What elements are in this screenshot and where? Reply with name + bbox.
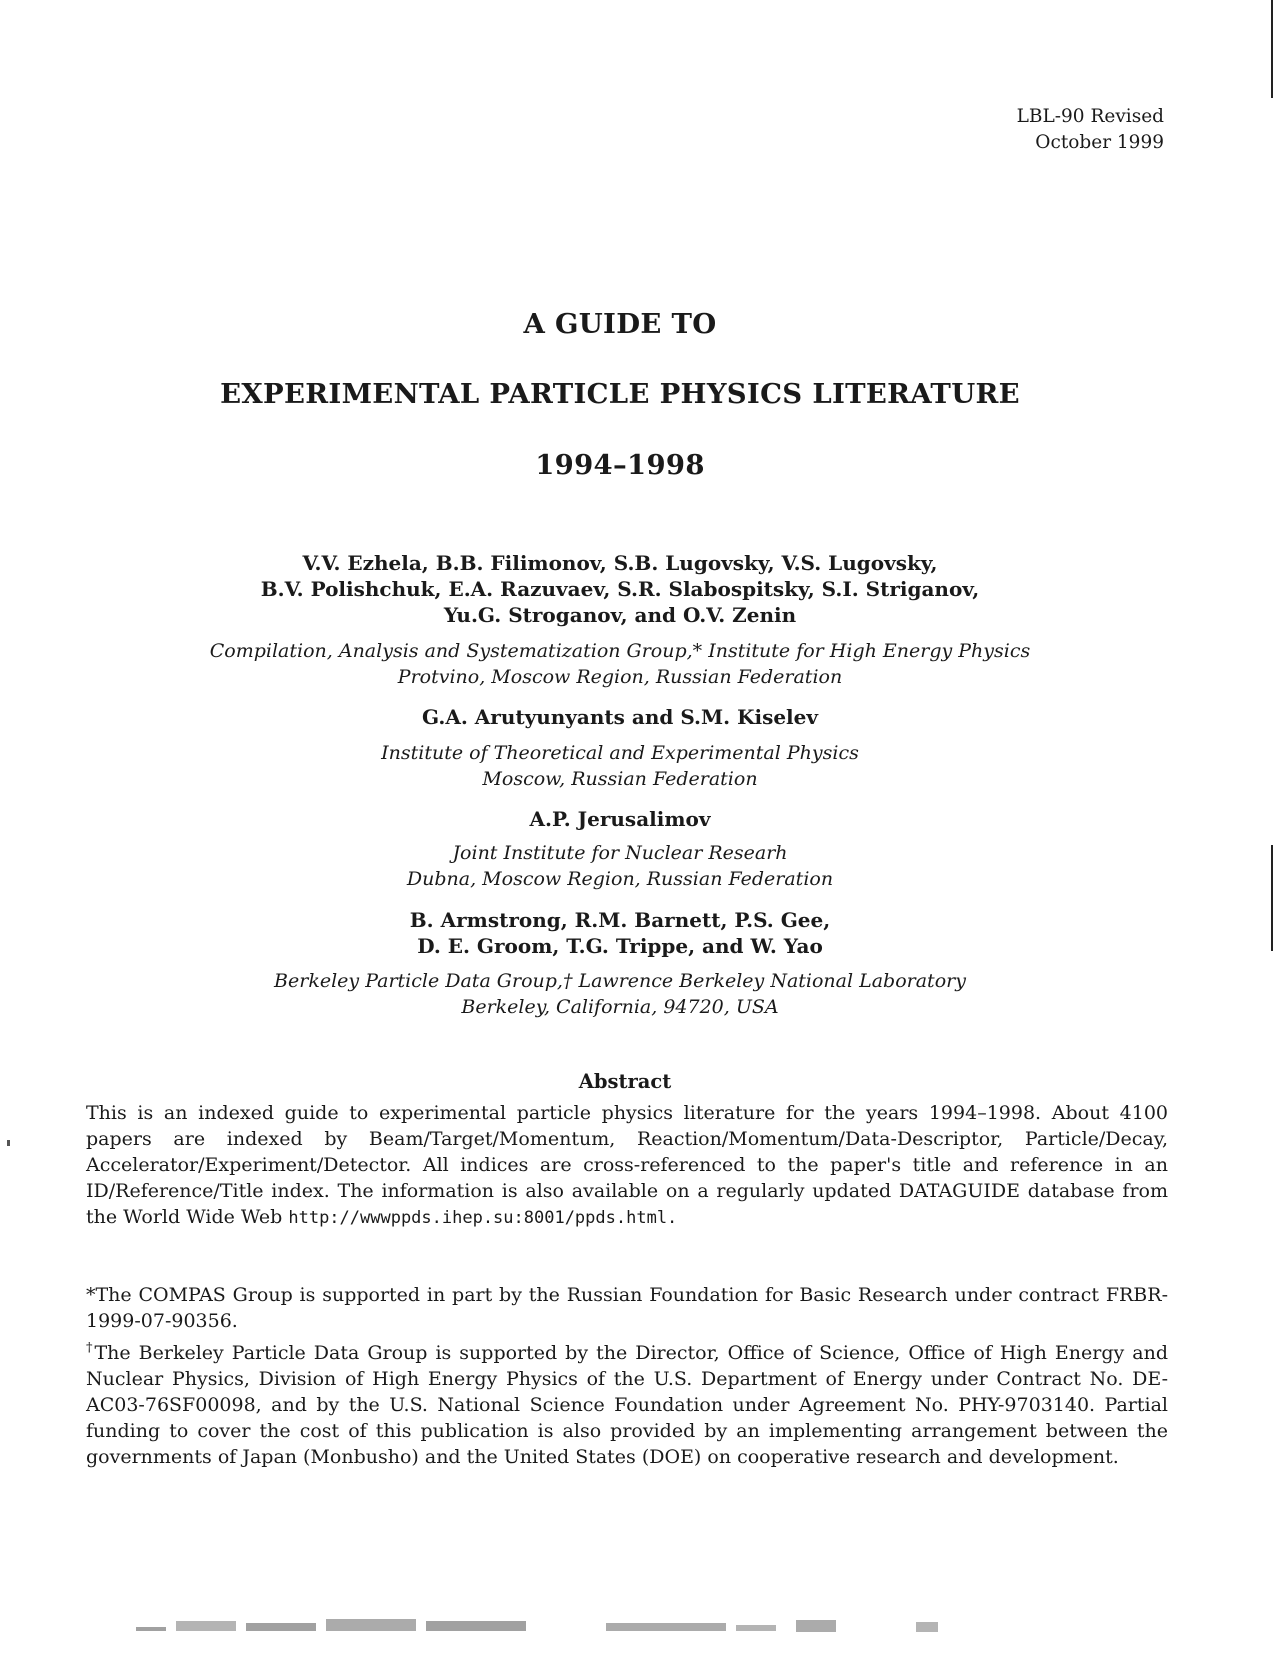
author-line: V.V. Ezhela, B.B. Filimonov, S.B. Lugovsky, V.S. Lugovsky, xyxy=(302,551,938,575)
affiliation-line: Berkeley Particle Data Group,† Lawrence Berkeley National Laboratory xyxy=(274,970,966,992)
abstract-url: http://wwwppds.ihep.su:8001/ppds.html. xyxy=(288,1208,678,1228)
author-line: B. Armstrong, R.M. Barnett, P.S. Gee, xyxy=(409,908,831,932)
title-line-2: EXPERIMENTAL PARTICLE PHYSICS LITERATURE xyxy=(220,378,1020,410)
author-line: A.P. Jerusalimov xyxy=(529,807,711,831)
scan-noise-strip xyxy=(136,1617,996,1637)
author-line: Yu.G. Stroganov, and O.V. Zenin xyxy=(443,603,797,627)
author-block-jinr xyxy=(0,806,1240,832)
title-line-1: A GUIDE TO xyxy=(523,308,717,340)
report-date: October 1999 xyxy=(1035,132,1164,153)
author-line: B.V. Polishchuk, E.A. Razuvaev, S.R. Slabospitsky, S.I. Striganov, xyxy=(260,577,980,601)
footnote-mark: † xyxy=(86,1340,95,1356)
scan-edge-mark-middle xyxy=(1271,845,1273,951)
footnote-text: The Berkeley Particle Data Group is supported by the Director, Office of Science, Office of High Energy and Nuclear Physics, Division of High Energy Physics of the U.S. Department of Energy under Contract No. DE-AC03-76SF00098, and by the U.S. National Science Foundation under Agreement No. PHY-9703140. Partial funding to cover the cost of this publication is also provided by an implementing arrangement between the governments of Japan (Monbusho) and the United States (DOE) on cooperative research and development. xyxy=(86,1342,1168,1468)
affiliation-line: Joint Institute for Nuclear Researh xyxy=(452,842,788,864)
author-block-lbnl xyxy=(0,907,1240,959)
affiliation-line: Dubna, Moscow Region, Russian Federation xyxy=(406,868,834,890)
abstract-text: This is an indexed guide to experimental particle physics literature for the years 1994–1998. About 4100 papers are indexed by Beam/Target/Momentum, Reaction/Momentum/Data-Descriptor, Particle/Decay, Accelerator/Experiment/Detector. All indices are cross-referenced to the paper's title and reference in an ID/Reference/Title index. The information is also available on a regularly updated DATAGUIDE database from the World Wide Web xyxy=(86,1102,1168,1228)
author-line: G.A. Arutyunyants and S.M. Kiselev xyxy=(421,705,818,729)
author-line: D. E. Groom, T.G. Trippe, and W. Yao xyxy=(417,934,823,958)
scan-dot-mark xyxy=(7,1140,10,1146)
affiliation-ihep xyxy=(0,638,1240,690)
affiliation-itep xyxy=(0,740,1240,792)
report-number: LBL-90 Revised xyxy=(1016,106,1164,127)
affiliation-line: Moscow, Russian Federation xyxy=(482,768,758,790)
affiliation-line: Institute of Theoretical and Experimental Physics xyxy=(381,742,859,764)
footnote-compas xyxy=(86,1282,1168,1334)
scan-edge-mark-top xyxy=(1271,0,1273,98)
author-block-ihep xyxy=(0,550,1240,628)
footnote-pdg xyxy=(86,1340,1168,1470)
abstract-heading: Abstract xyxy=(578,1070,672,1093)
footnote-mark: * xyxy=(86,1284,96,1306)
footnote-text: The COMPAS Group is supported in part by the Russian Foundation for Basic Research under contract FRBR-1999-07-90356. xyxy=(86,1284,1168,1332)
affiliation-line: Berkeley, California, 94720, USA xyxy=(461,996,779,1018)
affiliation-line: Compilation, Analysis and Systematization Group,* Institute for High Energy Physics xyxy=(209,640,1031,662)
affiliation-jinr xyxy=(0,840,1240,892)
title-line-3: 1994–1998 xyxy=(535,449,705,481)
author-block-itep xyxy=(0,704,1240,730)
abstract-body xyxy=(86,1100,1168,1231)
affiliation-lbnl xyxy=(0,968,1240,1020)
report-identifier xyxy=(1017,104,1164,156)
affiliation-line: Protvino, Moscow Region, Russian Federation xyxy=(397,666,843,688)
